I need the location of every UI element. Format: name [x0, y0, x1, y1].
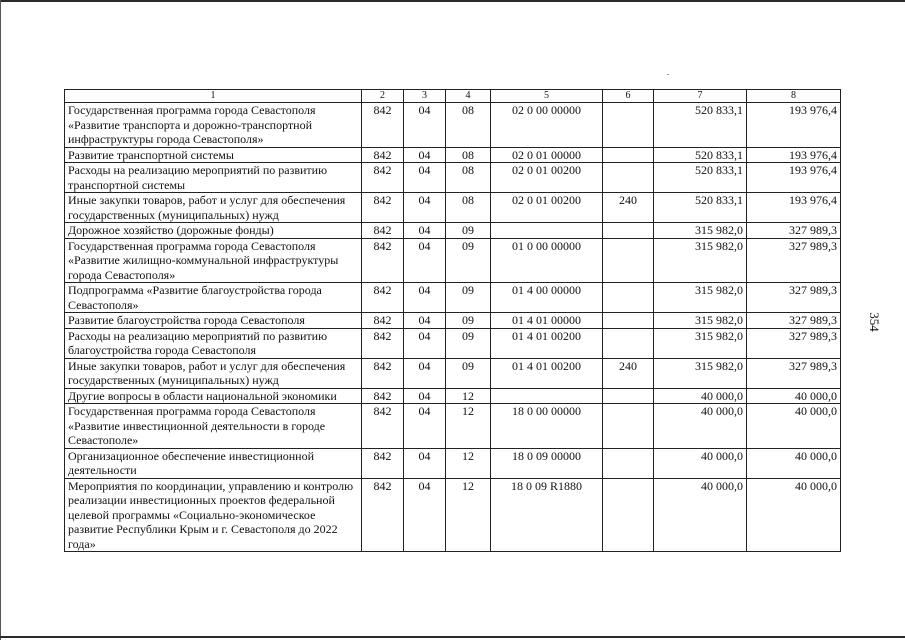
cell-col-3: 04 [404, 163, 446, 193]
cell-col-7: 520 833,1 [654, 147, 747, 163]
cell-name: Расходы на реализацию мероприятий по развитию благоустройства города Севастополя [65, 328, 362, 358]
cell-col-5: 02 0 01 00200 [491, 193, 603, 223]
cell-col-4: 09 [446, 313, 491, 329]
cell-col-4: 08 [446, 193, 491, 223]
cell-col-7: 315 982,0 [654, 328, 747, 358]
header-cell-4: 4 [446, 90, 491, 103]
cell-col-2: 842 [362, 223, 404, 239]
cell-col-2: 842 [362, 313, 404, 329]
cell-col-2: 842 [362, 103, 404, 148]
budget-table [64, 89, 841, 552]
cell-col-6 [603, 103, 654, 148]
cell-col-6 [603, 163, 654, 193]
cell-col-3: 04 [404, 193, 446, 223]
cell-name: Государственная программа города Севастополя «Развитие инвестиционной деятельности в городе Севастополе» [65, 404, 362, 449]
cell-col-8: 40 000,0 [747, 448, 841, 478]
cell-col-5: 18 0 00 00000 [491, 404, 603, 449]
cell-col-6 [603, 223, 654, 239]
header-cell-2: 2 [362, 90, 404, 103]
cell-col-7: 40 000,0 [654, 388, 747, 404]
table-row [65, 147, 841, 163]
cell-col-7: 40 000,0 [654, 448, 747, 478]
cell-col-7: 520 833,1 [654, 103, 747, 148]
cell-col-7: 40 000,0 [654, 404, 747, 449]
cell-col-6 [603, 283, 654, 313]
cell-name: Развитие благоустройства города Севастополя [65, 313, 362, 329]
header-cell-1: 1 [65, 90, 362, 103]
cell-col-3: 04 [404, 404, 446, 449]
cell-name: Расходы на реализацию мероприятий по развитию транспортной системы [65, 163, 362, 193]
header-cell-7: 7 [654, 90, 747, 103]
cell-col-8: 327 989,3 [747, 283, 841, 313]
cell-col-2: 842 [362, 328, 404, 358]
table-row [65, 163, 841, 193]
table-body [65, 103, 841, 552]
cell-col-7: 315 982,0 [654, 238, 747, 283]
cell-col-3: 04 [404, 283, 446, 313]
cell-col-2: 842 [362, 283, 404, 313]
cell-name: Государственная программа города Севастополя «Развитие жилищно-коммунальной инфраструктуры города Севастополя» [65, 238, 362, 283]
header-cell-8: 8 [747, 90, 841, 103]
cell-col-6 [603, 238, 654, 283]
cell-col-5 [491, 223, 603, 239]
cell-name: Государственная программа города Севастополя «Развитие транспорта и дорожно-транспортной инфраструктуры города Севастополя» [65, 103, 362, 148]
cell-col-2: 842 [362, 358, 404, 388]
cell-col-7: 520 833,1 [654, 193, 747, 223]
cell-col-2: 842 [362, 478, 404, 552]
cell-col-3: 04 [404, 478, 446, 552]
cell-col-8: 40 000,0 [747, 388, 841, 404]
cell-col-4: 09 [446, 328, 491, 358]
cell-col-6 [603, 448, 654, 478]
table-row [65, 193, 841, 223]
table-row [65, 103, 841, 148]
cell-col-4: 09 [446, 223, 491, 239]
cell-col-5: 01 0 00 00000 [491, 238, 603, 283]
cell-col-6 [603, 478, 654, 552]
cell-col-5: 02 0 00 00000 [491, 103, 603, 148]
cell-col-8: 327 989,3 [747, 238, 841, 283]
cell-col-6: 240 [603, 358, 654, 388]
header-row [65, 90, 841, 103]
cell-col-4: 08 [446, 163, 491, 193]
table-row [65, 238, 841, 283]
cell-name: Организационное обеспечение инвестиционной деятельности [65, 448, 362, 478]
cell-name: Дорожное хозяйство (дорожные фонды) [65, 223, 362, 239]
cell-name: Иные закупки товаров, работ и услуг для обеспечения государственных (муниципальных) нужд [65, 193, 362, 223]
cell-col-2: 842 [362, 238, 404, 283]
page-number: 354 [867, 312, 882, 332]
cell-col-7: 40 000,0 [654, 478, 747, 552]
cell-col-7: 315 982,0 [654, 223, 747, 239]
table-row [65, 448, 841, 478]
table-row [65, 313, 841, 329]
cell-col-5: 18 0 09 00000 [491, 448, 603, 478]
cell-col-3: 04 [404, 328, 446, 358]
header-cell-3: 3 [404, 90, 446, 103]
cell-col-4: 09 [446, 358, 491, 388]
cell-name: Мероприятия по координации, управлению и контролю реализации инвестиционных проектов федеральной целевой программы «Социально-экономическое развитие Республики Крым и г. Севастополя до 2022 года» [65, 478, 362, 552]
cell-col-6 [603, 147, 654, 163]
table-row [65, 388, 841, 404]
cell-col-5: 01 4 00 00000 [491, 283, 603, 313]
cell-col-3: 04 [404, 103, 446, 148]
table-row [65, 328, 841, 358]
cell-name: Иные закупки товаров, работ и услуг для обеспечения государственных (муниципальных) нужд [65, 358, 362, 388]
cell-col-4: 12 [446, 478, 491, 552]
cell-col-7: 315 982,0 [654, 358, 747, 388]
cell-col-5: 18 0 09 R1880 [491, 478, 603, 552]
table-row [65, 404, 841, 449]
cell-col-8: 327 989,3 [747, 223, 841, 239]
scan-speck [667, 74, 669, 75]
cell-col-8: 327 989,3 [747, 313, 841, 329]
cell-col-2: 842 [362, 388, 404, 404]
cell-col-5: 02 0 01 00000 [491, 147, 603, 163]
cell-col-8: 193 976,4 [747, 147, 841, 163]
table-header [65, 90, 841, 103]
cell-col-5: 01 4 01 00000 [491, 313, 603, 329]
cell-col-2: 842 [362, 404, 404, 449]
scan-border-bottom [0, 636, 905, 638]
cell-col-4: 08 [446, 147, 491, 163]
cell-name: Подпрограмма «Развитие благоустройства города Севастополя» [65, 283, 362, 313]
cell-col-6 [603, 313, 654, 329]
cell-name: Развитие транспортной системы [65, 147, 362, 163]
cell-col-2: 842 [362, 193, 404, 223]
table-row [65, 478, 841, 552]
cell-col-6 [603, 388, 654, 404]
table-row [65, 358, 841, 388]
cell-name: Другие вопросы в области национальной экономики [65, 388, 362, 404]
scan-border-left [0, 0, 1, 640]
cell-col-5: 01 4 01 00200 [491, 358, 603, 388]
cell-col-8: 40 000,0 [747, 404, 841, 449]
cell-col-2: 842 [362, 163, 404, 193]
cell-col-7: 520 833,1 [654, 163, 747, 193]
cell-col-3: 04 [404, 448, 446, 478]
table-row [65, 223, 841, 239]
cell-col-5: 02 0 01 00200 [491, 163, 603, 193]
cell-col-8: 327 989,3 [747, 358, 841, 388]
cell-col-6 [603, 328, 654, 358]
cell-col-2: 842 [362, 147, 404, 163]
cell-col-3: 04 [404, 147, 446, 163]
cell-col-8: 40 000,0 [747, 478, 841, 552]
cell-col-4: 09 [446, 238, 491, 283]
cell-col-3: 04 [404, 358, 446, 388]
header-cell-5: 5 [491, 90, 603, 103]
cell-col-3: 04 [404, 223, 446, 239]
cell-col-8: 193 976,4 [747, 193, 841, 223]
cell-col-3: 04 [404, 388, 446, 404]
cell-col-4: 12 [446, 388, 491, 404]
cell-col-8: 193 976,4 [747, 163, 841, 193]
cell-col-8: 327 989,3 [747, 328, 841, 358]
cell-col-4: 08 [446, 103, 491, 148]
cell-col-5 [491, 388, 603, 404]
cell-col-4: 12 [446, 404, 491, 449]
table-row [65, 283, 841, 313]
cell-col-6: 240 [603, 193, 654, 223]
cell-col-5: 01 4 01 00200 [491, 328, 603, 358]
scan-border-top [0, 0, 905, 2]
header-cell-6: 6 [603, 90, 654, 103]
cell-col-4: 09 [446, 283, 491, 313]
cell-col-3: 04 [404, 238, 446, 283]
cell-col-7: 315 982,0 [654, 283, 747, 313]
cell-col-2: 842 [362, 448, 404, 478]
cell-col-7: 315 982,0 [654, 313, 747, 329]
cell-col-6 [603, 404, 654, 449]
cell-col-8: 193 976,4 [747, 103, 841, 148]
cell-col-3: 04 [404, 313, 446, 329]
cell-col-4: 12 [446, 448, 491, 478]
